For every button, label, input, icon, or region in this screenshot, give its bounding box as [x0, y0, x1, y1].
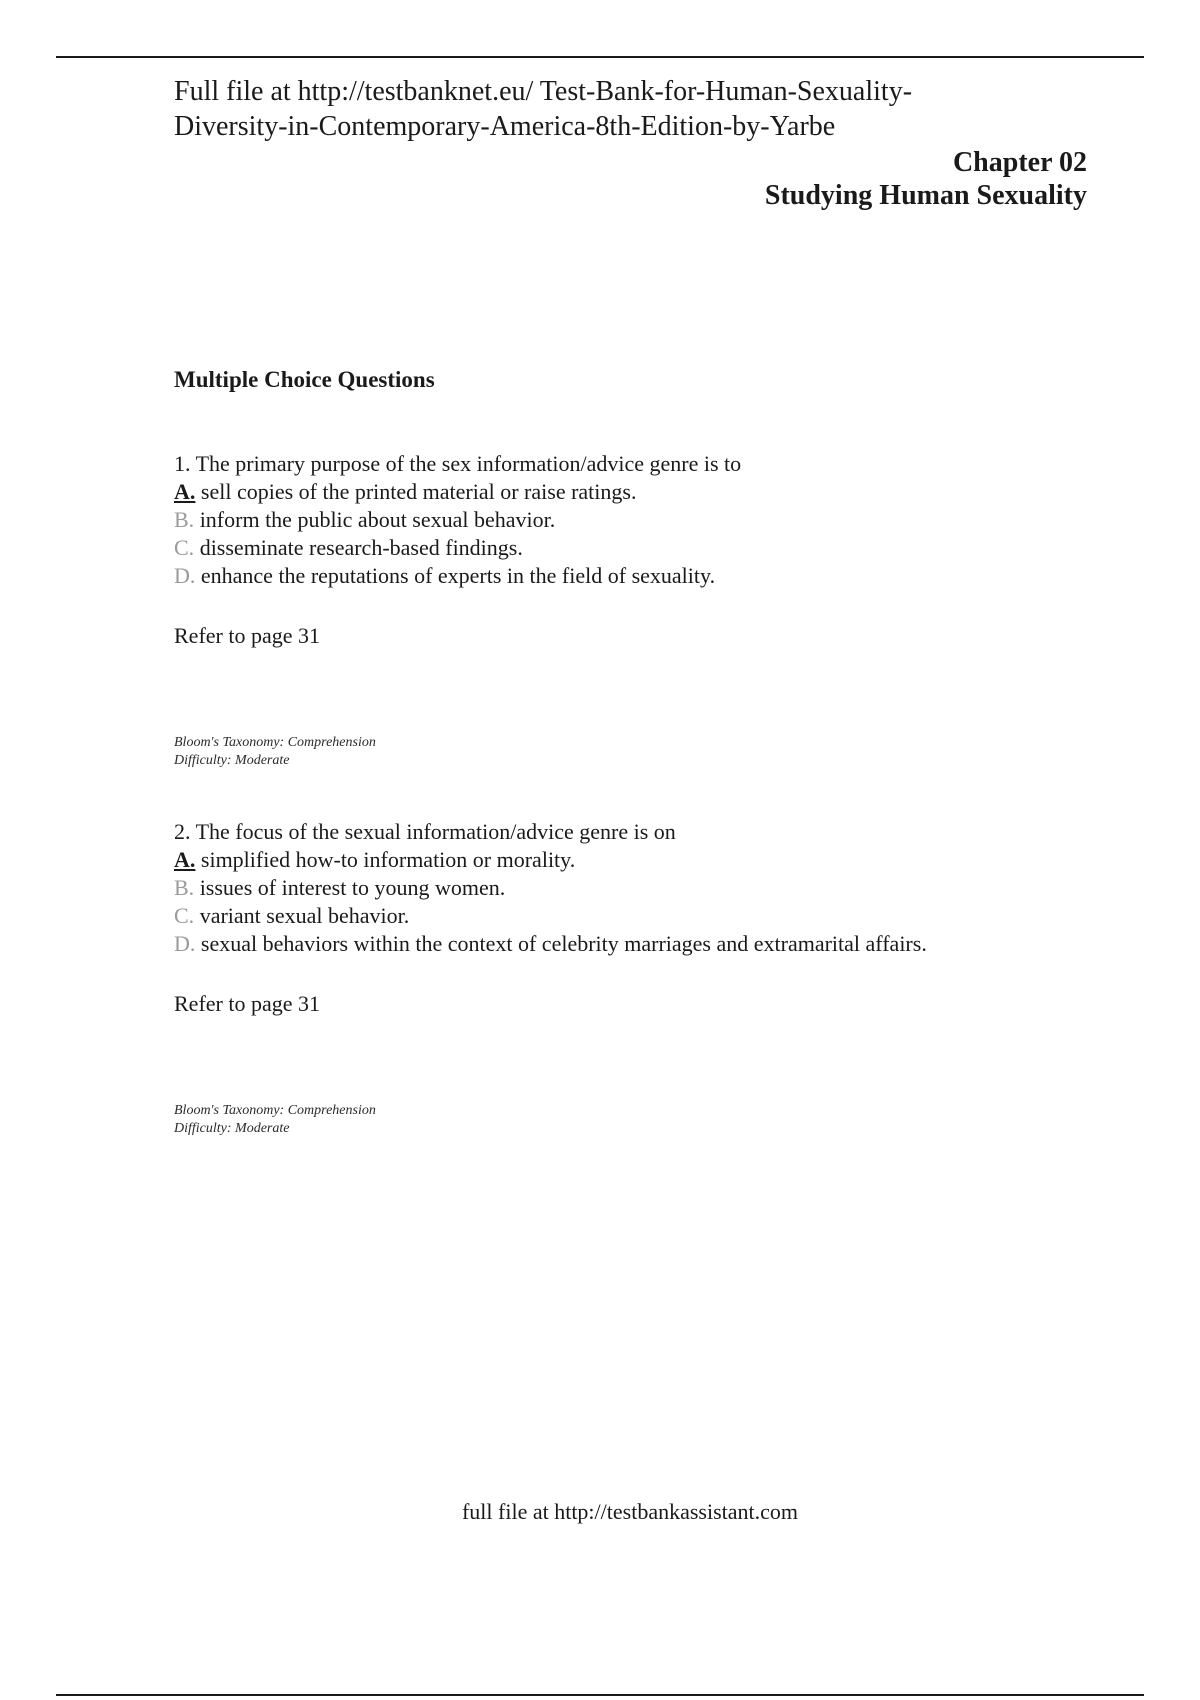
- option-letter-correct: A.: [174, 847, 196, 872]
- option-letter: D.: [174, 563, 196, 588]
- question-2: [174, 818, 1074, 1138]
- question-metadata: [174, 734, 1074, 770]
- option-letter: C.: [174, 535, 195, 560]
- option-letter: D.: [174, 931, 196, 956]
- blooms-taxonomy: Bloom's Taxonomy: Comprehension: [174, 1103, 376, 1118]
- section-title: Multiple Choice Questions: [174, 367, 435, 392]
- option-text: sell copies of the printed material or raise ratings.: [195, 479, 637, 504]
- answer-option-c: [174, 534, 1074, 562]
- option-text: disseminate research-based findings.: [194, 535, 523, 560]
- top-rule: [56, 56, 1144, 58]
- answer-option-b: [174, 874, 1074, 902]
- question-1: [174, 450, 1074, 770]
- option-text: simplified how-to information or morality.: [195, 847, 576, 872]
- page-reference: Refer to page 31: [174, 623, 320, 648]
- answer-option-d: [174, 930, 1074, 958]
- difficulty: Difficulty: Moderate: [174, 1121, 290, 1136]
- footer-link[interactable]: full file at http://testbankassistant.com: [461, 1499, 799, 1524]
- header-link[interactable]: [174, 74, 1094, 144]
- answer-option-a: [174, 478, 1074, 506]
- option-text: enhance the reputations of experts in the field of sexuality.: [195, 563, 716, 588]
- option-letter: C.: [174, 903, 195, 928]
- answer-option-c: [174, 902, 1074, 930]
- option-text: sexual behaviors within the context of celebrity marriages and extramarital affairs.: [195, 931, 927, 956]
- option-letter: B.: [174, 507, 195, 532]
- chapter-heading: [765, 146, 1087, 212]
- option-text: inform the public about sexual behavior.: [194, 507, 556, 532]
- option-letter-correct: A.: [174, 479, 196, 504]
- header-link-line-1: Full file at http://testbanknet.eu/ Test-Bank-for-Human-Sexuality-: [174, 76, 913, 107]
- question-stem: 1. The primary purpose of the sex information/advice genre is to: [174, 451, 742, 476]
- page-reference: Refer to page 31: [174, 991, 320, 1016]
- option-letter: B.: [174, 875, 195, 900]
- question-stem: 2. The focus of the sexual information/advice genre is on: [174, 819, 676, 844]
- option-text: variant sexual behavior.: [194, 903, 410, 928]
- question-metadata: [174, 1102, 1074, 1138]
- chapter-title: Studying Human Sexuality: [764, 180, 1087, 211]
- chapter-number: Chapter 02: [952, 147, 1087, 178]
- answer-option-d: [174, 562, 1074, 590]
- answer-option-a: [174, 846, 1074, 874]
- option-text: issues of interest to young women.: [194, 875, 506, 900]
- blooms-taxonomy: Bloom's Taxonomy: Comprehension: [174, 735, 376, 750]
- answer-option-b: [174, 506, 1074, 534]
- bottom-rule: [56, 1694, 1144, 1696]
- header-link-line-2: Diversity-in-Contemporary-America-8th-Edition-by-Yarbe: [174, 111, 836, 142]
- difficulty: Difficulty: Moderate: [174, 753, 290, 768]
